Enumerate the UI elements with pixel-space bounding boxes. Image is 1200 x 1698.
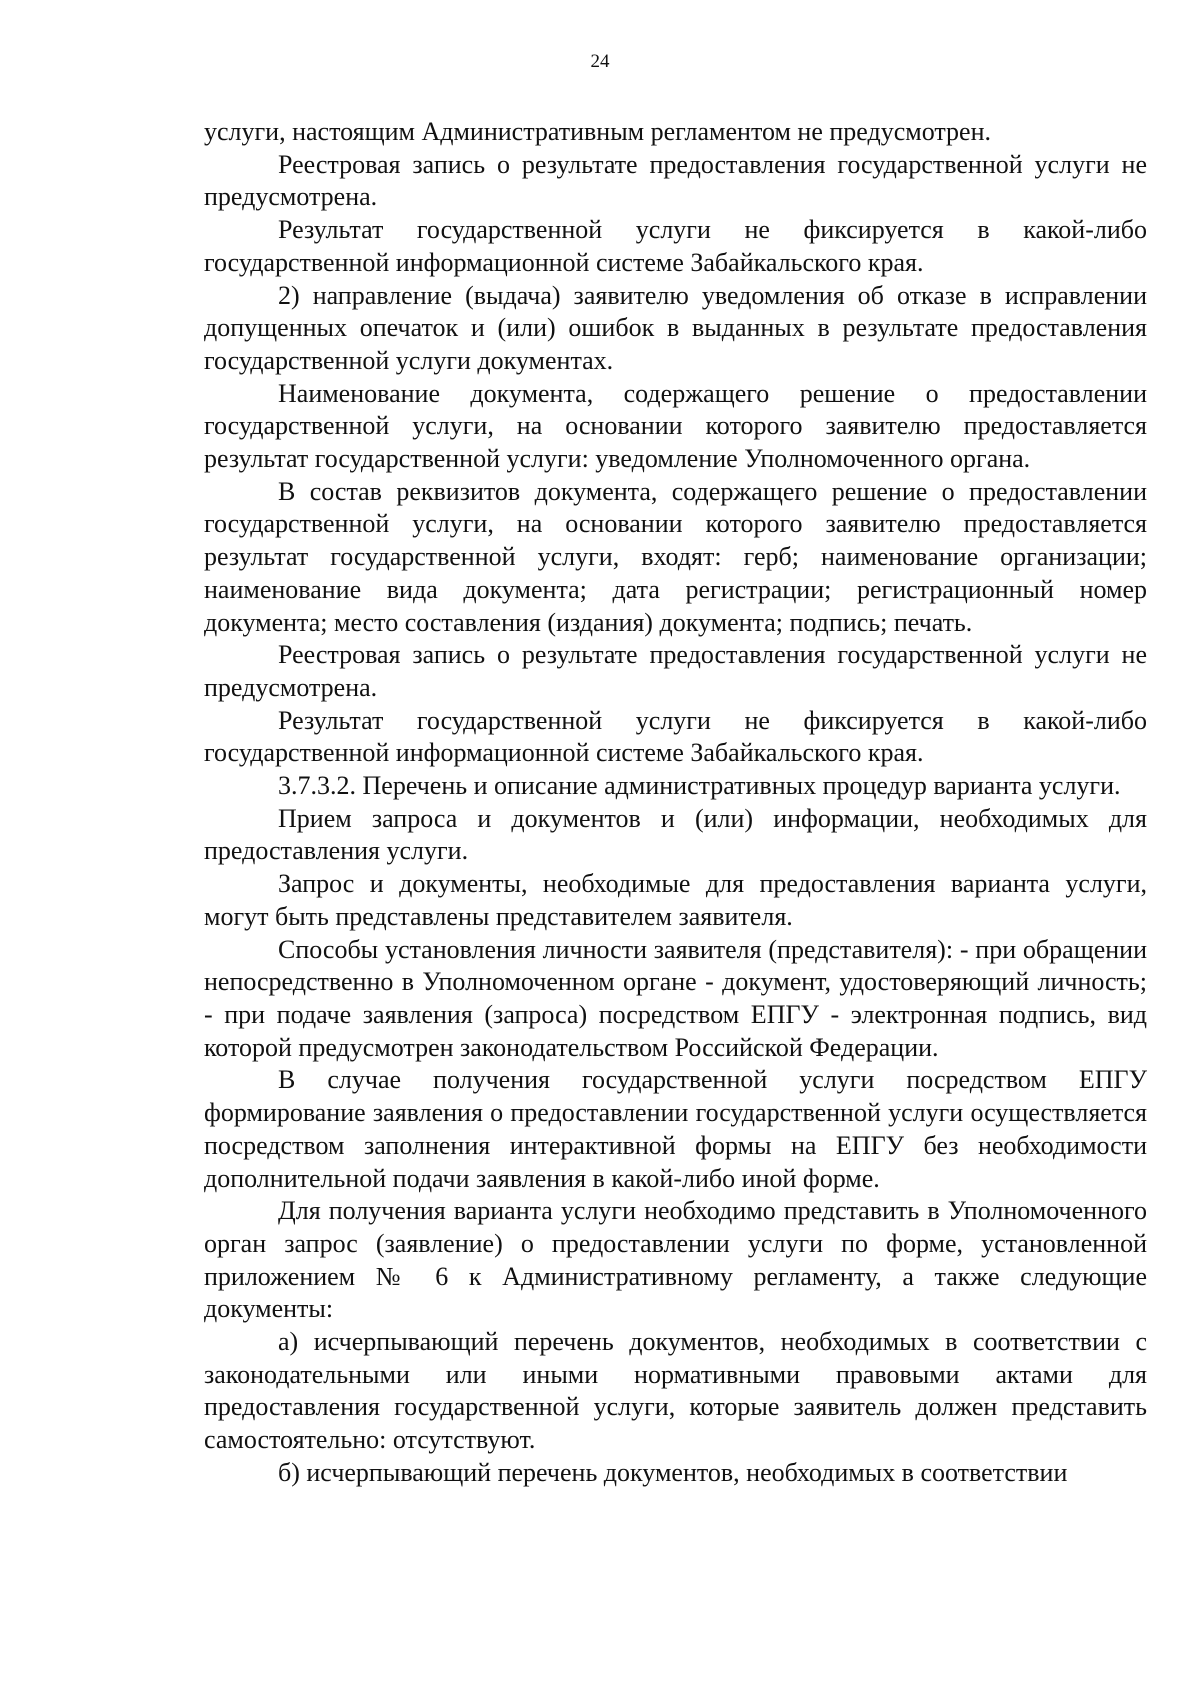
paragraph: В состав реквизитов документа, содержащего решение о предоставлении государственной услуги, на основании которого заявителю предоставляется результат государственной услуги, входят: герб; наименование организации; наименование вида документа; дата регистрации; регистрационный номер документа; место составления (издания) документа; подпись; печать. (204, 476, 1147, 637)
paragraph: Результат государственной услуги не фиксируется в какой-либо государственной информационной системе Забайкальского края. (204, 215, 1147, 277)
paragraph: 3.7.3.2. Перечень и описание административных процедур варианта услуги. (278, 771, 1121, 801)
paragraph: а) исчерпывающий перечень документов, необходимых в соответствии с законодательными или иными нормативными правовыми актами для предоставления государственной услуги, которые заявитель должен представить самостоятельно: отсутствуют. (204, 1327, 1147, 1455)
paragraph: Наименование документа, содержащего решение о предоставлении государственной услуги, на основании которого заявителю предоставляется результат государственной услуги: уведомление Уполномоченного органа. (204, 378, 1147, 474)
paragraph: Реестровая запись о результате предоставления государственной услуги не предусмотрена. (204, 640, 1147, 702)
paragraph: Реестровая запись о результате предоставления государственной услуги не предусмотрена. (204, 149, 1147, 212)
paragraph: услуги, настоящим Административным регламентом не предусмотрен. (204, 117, 991, 146)
paragraph: Запрос и документы, необходимые для предоставления варианта услуги, могут быть представлены представителем заявителя. (204, 869, 1147, 931)
paragraph: 2) направление (выдача) заявителю уведомления об отказе в исправлении допущенных опечаток и (или) ошибок в выданных в результате предоставления государственной услуги документах. (204, 280, 1147, 375)
paragraph: Результат государственной услуги не фиксируется в какой-либо государственной информационной системе Забайкальского края. (204, 705, 1147, 768)
paragraph: Для получения варианта услуги необходимо представить в Уполномоченного орган запрос (заявление) о предоставлении услуги по форме, установленной приложением № 6 к Административному регламенту, а также следующие документы: (204, 1196, 1147, 1324)
paragraph: В случае получения государственной услуги посредством ЕПГУ формирование заявления о предоставлении государственной услуги осуществляется посредством заполнения интерактивной формы на ЕПГУ без необходимости дополнительной подачи заявления в какой-либо иной форме. (204, 1065, 1147, 1193)
paragraph: б) исчерпывающий перечень документов, необходимых в соответствии (278, 1457, 1068, 1487)
page-number: 24 (590, 51, 610, 72)
paragraph: Способы установления личности заявителя (представителя): - при обращении непосредственно в Уполномоченном органе - документ, удостоверяющий личность; - при подаче заявления (запроса) посредством ЕПГУ - электронная подпись, вид которой предусмотрен законодательством Российской Федерации. (204, 934, 1147, 1062)
document-body (204, 116, 1147, 1490)
paragraph: Прием запроса и документов и (или) информации, необходимых для предоставления услуги. (204, 803, 1147, 866)
